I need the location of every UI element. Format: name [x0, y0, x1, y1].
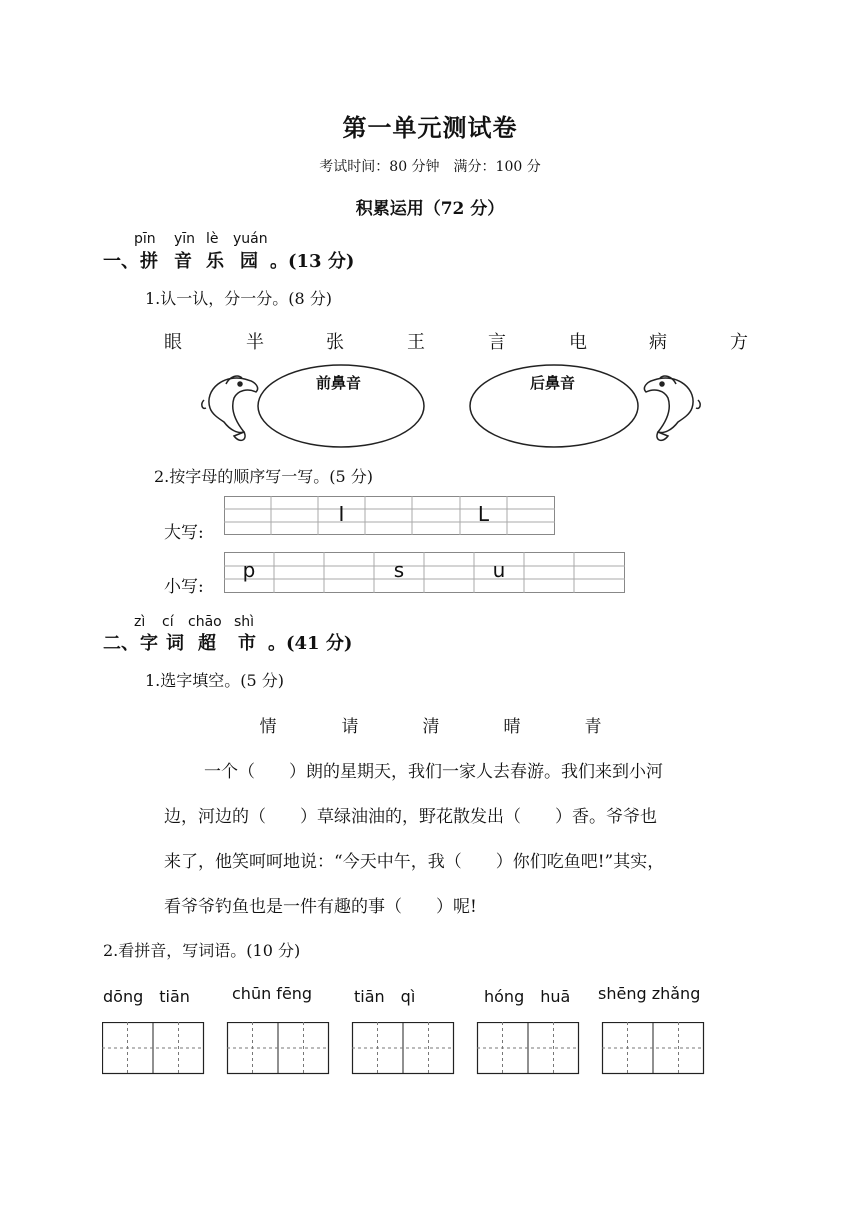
pinyin-word-2: chūn fēng [232, 984, 313, 1003]
part1-q1-label: 1.认一认，分一分。(8 分) [145, 289, 333, 308]
part2-q1-label: 1.选字填空。(5 分) [145, 671, 285, 690]
part2-char-1: 字 [140, 633, 158, 654]
choice-char-4: 晴 [503, 717, 521, 737]
passage-line-4: 看爷爷钓鱼也是一件有趣的事（ ）呢! [164, 897, 477, 917]
lowercase-label: 小写: [164, 577, 204, 597]
part1-score: 。(13 分) [270, 251, 355, 272]
choice-char-5: 青 [584, 717, 602, 737]
passage-line-3: 来了，他笑呵呵地说：“今天中午，我（ ）你们吃鱼吧!”其实， [164, 852, 665, 872]
part1-char-4: 园 [240, 251, 258, 272]
pinyin-word-5: shēng zhǎng [598, 984, 701, 1003]
writing-grid-3 [352, 1022, 454, 1074]
pinyin-word-1: dōng tiān [103, 987, 190, 1006]
part1-pinyin-1: pīn [134, 231, 156, 247]
lowercase-letter-2: s [393, 558, 405, 582]
pinyin-word-3: tiān qì [354, 987, 416, 1006]
part2-pinyin-2: cí [162, 614, 174, 630]
sort-char-6: 电 [569, 332, 587, 353]
part2-pinyin-3: chāo [188, 614, 222, 630]
writing-grid-2 [227, 1022, 329, 1074]
part1-char-3: 乐 [206, 251, 224, 272]
part2-score: 。(41 分) [268, 633, 353, 654]
part1-pinyin-3: lè [206, 231, 219, 247]
part1-number: 一、 [103, 251, 139, 272]
part1-char-2: 音 [174, 251, 192, 272]
dolphin-right-icon [644, 376, 700, 440]
sort-char-3: 张 [326, 332, 344, 353]
lowercase-letter-3: u [492, 558, 506, 582]
sort-char-4: 王 [407, 332, 425, 353]
part2-char-4: 市 [238, 633, 256, 654]
uppercase-label: 大写: [164, 523, 204, 543]
choice-char-1: 情 [259, 717, 277, 737]
sort-char-1: 眼 [164, 332, 182, 353]
uppercase-letter-2: L [477, 502, 490, 526]
back-nasal-label: 后鼻音 [530, 374, 576, 392]
sort-char-7: 病 [649, 332, 667, 353]
section-title: 积累运用（72 分） [355, 199, 505, 219]
part2-char-2: 词 [166, 633, 184, 654]
choice-char-3: 清 [422, 717, 440, 737]
choice-char-2: 请 [341, 717, 359, 737]
writing-grid-1 [102, 1022, 204, 1074]
writing-grids [102, 1022, 708, 1076]
dolphin-left-icon [202, 376, 258, 440]
part1-pinyin-2: yīn [174, 231, 196, 247]
sort-char-2: 半 [246, 332, 264, 353]
exam-info: 考试时间：80 分钟 满分：100 分 [319, 159, 541, 175]
sort-char-5: 言 [488, 332, 506, 353]
sort-char-8: 方 [730, 332, 748, 353]
lowercase-grid [224, 552, 626, 594]
part1-char-1: 拼 [140, 251, 158, 272]
passage-line-2: 边，河边的（ ）草绿油油的，野花散发出（ ）香。爷爷也 [164, 807, 657, 827]
uppercase-letter-1: I [338, 502, 345, 526]
lowercase-letter-1: p [242, 558, 256, 582]
part2-number: 二、 [103, 633, 139, 654]
part1-q2-label: 2.按字母的顺序写一写。(5 分) [154, 467, 374, 486]
sorting-ovals [196, 360, 706, 460]
pinyin-word-4: hóng huā [484, 987, 571, 1006]
passage-line-1: 一个（ ）朗的星期天，我们一家人去春游。我们来到小河 [204, 762, 663, 782]
part2-q2-label: 2.看拼音，写词语。(10 分) [103, 941, 301, 960]
part1-pinyin-4: yuán [233, 231, 268, 247]
writing-grid-4 [477, 1022, 579, 1074]
part2-pinyin-4: shì [234, 614, 255, 630]
part2-pinyin-1: zì [134, 614, 146, 630]
writing-grid-5 [602, 1022, 704, 1074]
page-title: 第一单元测试卷 [342, 113, 518, 142]
front-nasal-label: 前鼻音 [316, 374, 362, 392]
part2-char-3: 超 [198, 633, 216, 654]
